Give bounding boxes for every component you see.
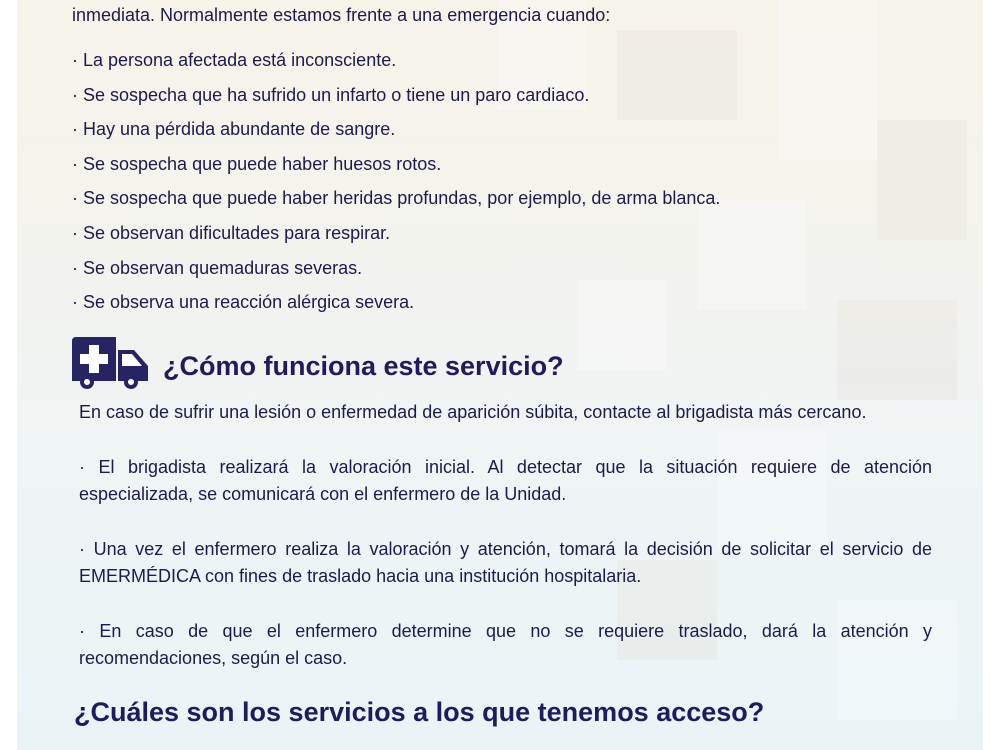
document-content: [17, 0, 983, 750]
list-item: · Hay una pérdida abundante de sangre.: [72, 119, 396, 140]
list-item: · Se observa una reacción alérgica severa.: [72, 292, 415, 313]
how-it-works-step: · En caso de que el enfermero determine que no se requiere traslado, dará la atención y recomendaciones, según el caso.: [79, 621, 932, 668]
list-item: · La persona afectada está inconsciente.: [72, 50, 397, 70]
intro-text: inmediata. Normalmente estamos frente a una emergencia cuando:: [72, 5, 611, 25]
list-item: · Se sospecha que ha sufrido un infarto o tiene un paro cardiaco.: [72, 84, 590, 105]
list-item: · Se sospecha que puede haber heridas profundas, por ejemplo, de arma blanca.: [72, 188, 721, 209]
ambulance-icon: [72, 337, 150, 389]
list-item: · Se observan dificultades para respirar.: [72, 222, 391, 243]
list-item: · Se observan quemaduras severas.: [72, 257, 363, 278]
how-it-works-step: · Una vez el enfermero realiza la valoración y atención, tomará la decisión de solicitar el servicio de EMERMÉDICA con fines de traslado hacia una institución hospitalaria.: [79, 539, 932, 586]
section-heading-services: ¿Cuáles son los servicios a los que tenemos acceso?: [74, 697, 765, 727]
how-it-works-step: · El brigadista realizará la valoración inicial. Al detectar que la situación requiere de atención especializada, se comunicará con el enfermero de la Unidad.: [79, 457, 932, 504]
list-item: · Se sospecha que puede haber huesos rotos.: [72, 153, 442, 174]
how-it-works-intro: En caso de sufrir una lesión o enfermedad de aparición súbita, contacte al brigadista más cercano.: [79, 402, 867, 422]
section-heading-how-it-works: ¿Cómo funciona este servicio?: [163, 351, 564, 381]
document-page: [17, 0, 983, 750]
emergency-signs-list: [72, 48, 720, 325]
